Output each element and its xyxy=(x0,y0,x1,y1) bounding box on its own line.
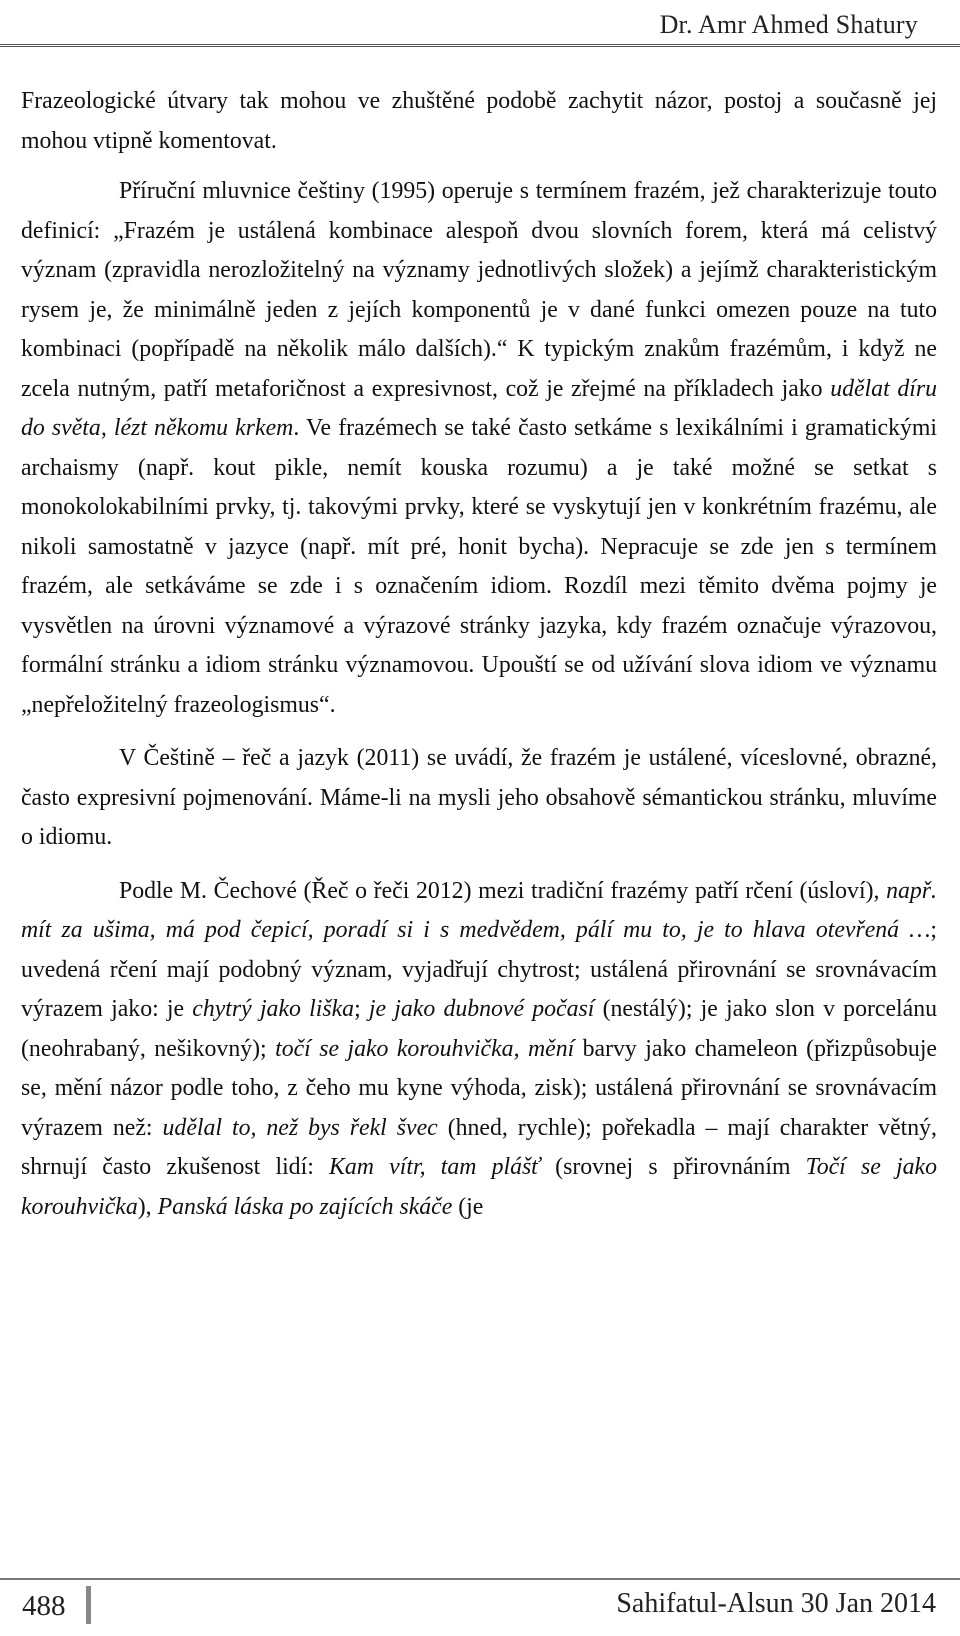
paragraph-4-italic-p: Panská láska po zajících skáče xyxy=(157,1193,453,1220)
paragraph-4-text-a: Podle M. Čechové (Řeč o řeči 2012) mezi tradiční frazémy patří rčení (úsloví), xyxy=(119,877,887,904)
paragraph-4 xyxy=(21,872,937,1228)
page-number-divider xyxy=(86,1586,91,1624)
paragraph-4-text-c: ; uvedená rčení mají podobný význam, vyjadřují chytrost; ustálená přirovnání se srovnávacím výrazem jako: je xyxy=(21,917,937,1022)
paragraph-4-text-g: (nestálý); je jako slon v porcelánu (neohrabaný, nešikovný); xyxy=(21,996,937,1062)
running-header-author: Dr. Amr Ahmed Shatury xyxy=(659,10,918,39)
paragraph-4-text-o: ), xyxy=(137,1193,158,1220)
paragraph-2-italic-examples: udělat díru do světa, lézt někomu krkem xyxy=(21,375,937,441)
paragraph-4-italic-d: chytrý jako liška xyxy=(192,996,355,1022)
paragraph-4-italic-l: Kam vítr, tam plášť xyxy=(329,1154,540,1180)
paragraph-4-text-e: ; xyxy=(354,996,369,1022)
paragraph-4-italic-h: točí se jako korouhvička, mění xyxy=(275,1035,575,1062)
paragraph-2 xyxy=(21,172,937,725)
paragraph-4-italic-f: je jako dubnové počasí xyxy=(368,996,595,1022)
footer-journal-citation: Sahifatul-Alsun 30 Jan 2014 xyxy=(616,1588,936,1619)
paragraph-4-italic-n: Točí se jako korouhvička xyxy=(21,1154,937,1220)
header-rule xyxy=(0,44,960,47)
paragraph-4-text-q: (je xyxy=(452,1193,484,1220)
body-text xyxy=(21,82,937,1227)
paragraph-4-italic-b: např. mít za ušima, má pod čepicí, poradí si i s medvědem, pálí mu to, je to hlava otevřená … xyxy=(21,877,937,943)
paragraph-1: Frazeologické útvary tak mohou ve zhuštěné podobě zachytit názor, postoj a současně jej mohou vtipně komentovat. xyxy=(21,88,937,154)
footer-rule xyxy=(0,1578,960,1580)
paragraph-2-text-c: . Ve frazémech se také často setkáme s lexikálními i gramatickými archaismy (např. kout pikle, nemít kouska rozumu) a je také možné se setkat s monokolokabilními prvky, tj. takovými prvky, které se vyskytují jen v konkrétním frazému, ale nikoli samostatně v jazyce (např. mít pré, honit bycha). Nepracuje se zde jen s termínem frazém, ale setkáváme se zde i s označením idiom. Rozdíl mezi těmito dvěma pojmy je vysvětlen na úrovni významové a výrazové stránky jazyka, kdy frazém označuje výrazovou, formální stránku a idiom stránku významovou. Upouští se od užívání slova idiom ve významu „nepřeložitelný frazeologismus“. xyxy=(21,415,937,718)
paragraph-4-text-i: barvy jako chameleon (přizpůsobuje se, mění názor podle toho, z čeho mu kyne výhoda, zisk); ustálená přirovnání se srovnávacím výrazem než: xyxy=(21,1035,937,1141)
paragraph-4-italic-j: udělal to, než bys řekl švec xyxy=(162,1114,438,1141)
paragraph-4-text-m: (srovnej s přirovnáním xyxy=(539,1154,806,1180)
paragraph-2-text-a: Příruční mluvnice češtiny (1995) operuje s termínem frazém, jež charakterizuje touto definicí: „Frazém je ustálená kombinace alespoň dvou slovních forem, která má celistvý význam (zpravidla nerozložitelný na významy jednotlivých složek) a jejímž charakteristickým rysem je, že minimálně jeden z jejích komponentů je v dané funkci omezen pouze na tuto kombinaci (popřípadě na několik málo dalších).“ K typickým znakům frazémům, i když ne zcela nutným, patří metaforičnost a expresivnost, což je zřejmé na příkladech jako xyxy=(21,178,937,402)
paragraph-4-text-k: (hned, rychle); pořekadla – mají charakter větný, shrnují často zkušenost lidí: xyxy=(21,1114,938,1180)
paragraph-3: V Češtině – řeč a jazyk (2011) se uvádí, že frazém je ustálené, víceslovné, obrazné, často expresivní pojmenování. Máme-li na mysli jeho obsahově sémantickou stránku, mluvíme o idiomu. xyxy=(21,745,937,850)
page-number: 488 xyxy=(22,1590,66,1622)
